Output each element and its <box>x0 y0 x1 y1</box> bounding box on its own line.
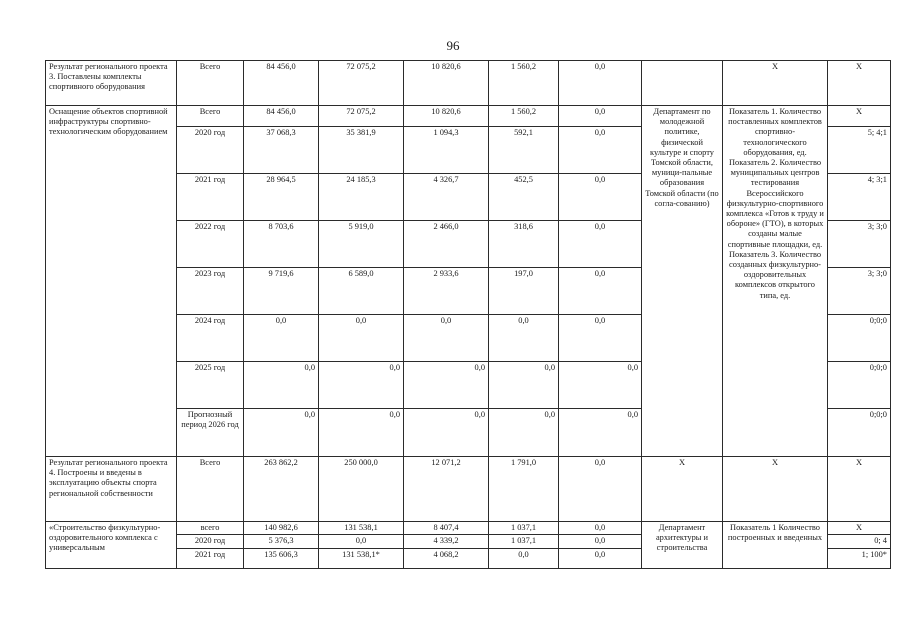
cell-indicator: Х <box>723 457 828 522</box>
cell-federal: 131 538,1 <box>319 522 404 535</box>
cell-local: 452,5 <box>489 174 559 221</box>
cell-local: 592,1 <box>489 127 559 174</box>
cell-extra: 0,0 <box>559 362 642 409</box>
cell-total: 0,0 <box>244 362 319 409</box>
cell-total: 84 456,0 <box>244 61 319 106</box>
cell-values: Х <box>828 61 891 106</box>
table-row <box>46 61 891 106</box>
row-period: 2021 год <box>177 174 244 221</box>
row-period: 2021 год <box>177 549 244 569</box>
row-name: Результат регионального проекта 3. Поставлены комплекты спортивного оборудования <box>46 61 177 106</box>
row-period: 2020 год <box>177 127 244 174</box>
cell-values: Х <box>828 457 891 522</box>
cell-executor: Х <box>642 457 723 522</box>
cell-values: Х <box>828 106 891 127</box>
cell-local: 0,0 <box>489 315 559 362</box>
cell-regional: 10 820,6 <box>404 61 489 106</box>
cell-federal: 0,0 <box>319 535 404 549</box>
cell-indicator: Показатель 1 Количество построенных и введенных <box>723 522 828 569</box>
row-period: 2023 год <box>177 268 244 315</box>
cell-federal: 35 381,9 <box>319 127 404 174</box>
cell-total: 0,0 <box>244 409 319 457</box>
page-number: 96 <box>446 38 460 53</box>
cell-federal: 6 589,0 <box>319 268 404 315</box>
cell-values: 0;0;0 <box>828 362 891 409</box>
row-period: 2024 год <box>177 315 244 362</box>
row-period: всего <box>177 522 244 535</box>
cell-total: 28 964,5 <box>244 174 319 221</box>
cell-values: 5; 4;1 <box>828 127 891 174</box>
cell-values: 0; 4 <box>828 535 891 549</box>
cell-total: 0,0 <box>244 315 319 362</box>
budget-table <box>45 60 891 569</box>
cell-federal: 0,0 <box>319 362 404 409</box>
cell-executor: Департамент по молодежной политике, физической культуре и спорту Томской области, муници-пальные образования Томской области (по согла-сованию) <box>642 106 723 457</box>
cell-total: 84 456,0 <box>244 106 319 127</box>
row-period: 2020 год <box>177 535 244 549</box>
cell-regional: 0,0 <box>404 409 489 457</box>
cell-regional: 12 071,2 <box>404 457 489 522</box>
cell-extra: 0,0 <box>559 535 642 549</box>
cell-extra: 0,0 <box>559 174 642 221</box>
table-row <box>46 522 891 535</box>
cell-federal: 0,0 <box>319 315 404 362</box>
cell-federal: 72 075,2 <box>319 106 404 127</box>
cell-extra: 0,0 <box>559 61 642 106</box>
cell-regional: 1 094,3 <box>404 127 489 174</box>
cell-total: 140 982,6 <box>244 522 319 535</box>
row-name: Оснащение объектов спортивной инфраструктуры спортивно-технологическим оборудованием <box>46 106 177 457</box>
cell-regional: 2 933,6 <box>404 268 489 315</box>
cell-extra: 0,0 <box>559 221 642 268</box>
cell-regional: 0,0 <box>404 315 489 362</box>
cell-extra: 0,0 <box>559 268 642 315</box>
row-period: Всего <box>177 61 244 106</box>
cell-extra: 0,0 <box>559 106 642 127</box>
cell-regional: 2 466,0 <box>404 221 489 268</box>
cell-extra: 0,0 <box>559 127 642 174</box>
cell-local: 1 037,1 <box>489 522 559 535</box>
row-period: Прогнозный период 2026 год <box>177 409 244 457</box>
cell-local: 197,0 <box>489 268 559 315</box>
cell-total: 263 862,2 <box>244 457 319 522</box>
cell-total: 9 719,6 <box>244 268 319 315</box>
cell-federal: 5 919,0 <box>319 221 404 268</box>
cell-values: 4; 3;1 <box>828 174 891 221</box>
row-period: Всего <box>177 106 244 127</box>
cell-total: 8 703,6 <box>244 221 319 268</box>
cell-federal: 0,0 <box>319 409 404 457</box>
cell-federal: 131 538,1* <box>319 549 404 569</box>
cell-local: 0,0 <box>489 549 559 569</box>
cell-local: 1 037,1 <box>489 535 559 549</box>
cell-regional: 4 339,2 <box>404 535 489 549</box>
cell-regional: 4 068,2 <box>404 549 489 569</box>
cell-federal: 24 185,3 <box>319 174 404 221</box>
cell-values: 3; 3;0 <box>828 221 891 268</box>
cell-regional: 4 326,7 <box>404 174 489 221</box>
table-row <box>46 457 891 522</box>
cell-values: 1; 100* <box>828 549 891 569</box>
cell-local: 1 560,2 <box>489 106 559 127</box>
row-period: 2022 год <box>177 221 244 268</box>
cell-values: 0;0;0 <box>828 409 891 457</box>
cell-indicator: Показатель 1. Количество поставленных комплектов спортивно-технологического оборудования, ед. Показатель 2. Количество муниципальных центров тестирования Всероссийского физкультурно-спортивного комплекса «Готов к труду и обороне» (ГТО), в которых созданы малые спортивные площадки, ед. Показатель 3. Количество созданных физкультурно-оздоровительных комплексов открытого типа, ед. <box>723 106 828 457</box>
cell-federal: 250 000,0 <box>319 457 404 522</box>
cell-values: 0;0;0 <box>828 315 891 362</box>
cell-regional: 0,0 <box>404 362 489 409</box>
row-period: 2025 год <box>177 362 244 409</box>
table-row <box>46 106 891 127</box>
cell-total: 135 606,3 <box>244 549 319 569</box>
cell-local: 1 560,2 <box>489 61 559 106</box>
cell-local: 318,6 <box>489 221 559 268</box>
cell-executor <box>642 61 723 106</box>
cell-extra: 0,0 <box>559 409 642 457</box>
cell-local: 0,0 <box>489 409 559 457</box>
cell-extra: 0,0 <box>559 522 642 535</box>
row-name: «Строительство физкультурно-оздоровительного комплекса с универсальным <box>46 522 177 569</box>
cell-extra: 0,0 <box>559 457 642 522</box>
row-period: Всего <box>177 457 244 522</box>
cell-values: Х <box>828 522 891 535</box>
cell-indicator: Х <box>723 61 828 106</box>
cell-local: 1 791,0 <box>489 457 559 522</box>
cell-regional: 8 407,4 <box>404 522 489 535</box>
row-name: Результат регионального проекта 4. Построены и введены в эксплуатацию объекты спорта региональной собственности <box>46 457 177 522</box>
cell-total: 5 376,3 <box>244 535 319 549</box>
cell-local: 0,0 <box>489 362 559 409</box>
cell-executor: Департамент архитектуры и строительства <box>642 522 723 569</box>
cell-values: 3; 3;0 <box>828 268 891 315</box>
cell-extra: 0,0 <box>559 549 642 569</box>
cell-extra: 0,0 <box>559 315 642 362</box>
cell-total: 37 068,3 <box>244 127 319 174</box>
cell-regional: 10 820,6 <box>404 106 489 127</box>
cell-federal: 72 075,2 <box>319 61 404 106</box>
